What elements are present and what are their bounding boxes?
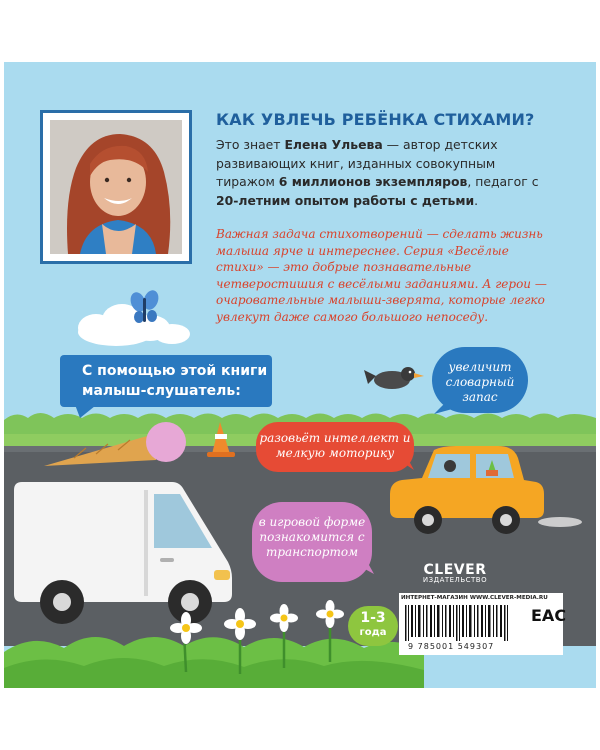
experience: 20-летним	[216, 192, 291, 208]
author-photo	[50, 120, 182, 254]
publisher-logo	[416, 562, 494, 584]
book-back-cover	[4, 62, 596, 688]
bio-emphasis: опытом работы с детьми	[290, 192, 475, 208]
bio-text: Это знает	[216, 137, 285, 152]
page-title: КАК УВЛЕЧЬ РЕБЁНКА СТИХАМИ?	[216, 110, 535, 129]
bird-icon	[364, 367, 424, 389]
bio-text: — автор детских развивающих книг, изданных совокупным тиражом	[216, 137, 498, 189]
benefits-banner-text	[82, 361, 267, 401]
banner-line-2: малыш-слушатель:	[82, 383, 241, 399]
cloud	[78, 304, 190, 346]
shop-url: ИНТЕРНЕТ-МАГАЗИН WWW.CLEVER-MEDIA.RU	[401, 595, 548, 601]
series-description: Важная задача стихотворений — сделать жизнь малыша ярче и интереснее. Серия «Весёлые стихи» — это добрые познавательные четверостишия с весёлыми заданиями. А герои — очаровательные малыши-зверята, которые легко увлекут даже самого большого непоседу.	[216, 227, 547, 324]
publisher-name: CLEVER	[423, 562, 487, 578]
author-name: Елена Ульева	[284, 137, 383, 152]
author-photo-frame	[40, 110, 192, 264]
eac-mark: EAC	[531, 606, 567, 625]
bubble-vocabulary-text: увеличит словарный запас	[445, 360, 515, 404]
circulation: 6 миллионов экземпляров	[278, 174, 468, 189]
banner-tail	[74, 402, 104, 420]
isbn: 9 785001 549307	[408, 642, 495, 651]
bio-text: , педагог с	[467, 174, 539, 189]
age-badge	[348, 606, 398, 646]
banner-line-1: С помощью этой книги	[82, 363, 268, 379]
bio-text: .	[474, 192, 479, 208]
bubble-transport-text: в игровой форме познакомится с транспортом	[258, 515, 366, 559]
age-range: 1-3	[360, 610, 386, 626]
publisher-sub: ИЗДАТЕЛЬСТВО	[422, 576, 488, 584]
age-label: года	[359, 627, 387, 638]
bubble-intellect-text: разовьёт интеллект и мелкую моторику	[259, 431, 411, 460]
author-bio	[216, 136, 546, 210]
